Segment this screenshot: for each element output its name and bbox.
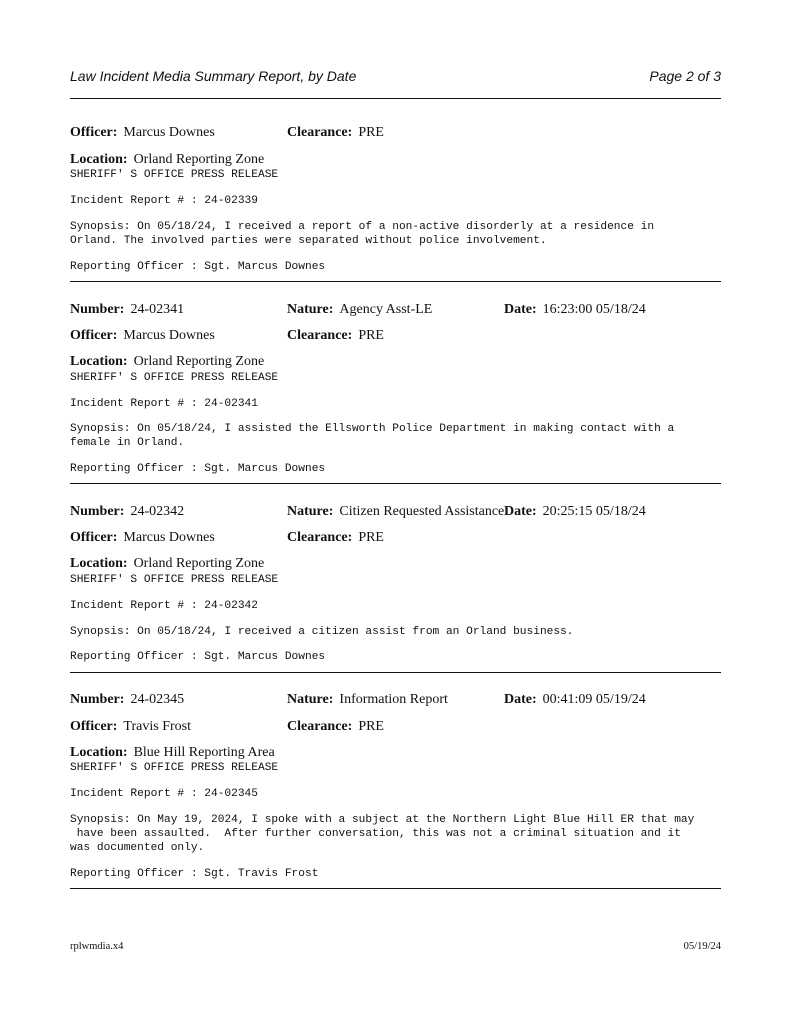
nature-value: Information Report: [339, 692, 448, 707]
synopsis-line: Synopsis: On 05/18/24, I received a report of a non-active disorderly at a residence in: [70, 221, 655, 233]
reporting-officer-line: Reporting Officer : Sgt. Marcus Downes: [70, 463, 326, 475]
clearance-value: PRE: [358, 125, 384, 140]
entry-separator: [70, 281, 721, 282]
page-number: Page 2 of 3: [649, 68, 721, 84]
clearance-value: PRE: [358, 530, 384, 545]
press-release-line: SHERIFF' S OFFICE PRESS RELEASE: [70, 169, 279, 181]
clearance-label: Clearance:: [287, 530, 353, 545]
incident-report-line: Incident Report # : 24-02339: [70, 195, 258, 207]
entry-separator: [70, 888, 721, 889]
synopsis-line: Synopsis: On 05/18/24, I received a citizen assist from an Orland business.: [70, 626, 574, 638]
date-label: Date:: [504, 692, 537, 707]
press-release-line: SHERIFF' S OFFICE PRESS RELEASE: [70, 762, 279, 774]
page-header: [70, 66, 721, 86]
clearance-label: Clearance:: [287, 125, 353, 140]
reporting-officer-line: Reporting Officer : Sgt. Marcus Downes: [70, 651, 326, 663]
officer-label: Officer:: [70, 530, 118, 545]
location-value: Orland Reporting Zone: [133, 354, 265, 369]
location-value: Orland Reporting Zone: [133, 152, 265, 167]
entry-separator: [70, 672, 721, 673]
reporting-officer-line: Reporting Officer : Sgt. Travis Frost: [70, 868, 319, 880]
number-label: Number:: [70, 504, 125, 519]
number-label: Number:: [70, 302, 125, 317]
report-title: Law Incident Media Summary Report, by Date: [70, 68, 357, 84]
officer-value: Marcus Downes: [123, 328, 215, 343]
nature-value: Agency Asst-LE: [339, 302, 433, 317]
date-value: 16:23:00 05/18/24: [542, 302, 646, 317]
clearance-value: PRE: [358, 719, 384, 734]
location-label: Location:: [70, 354, 128, 369]
header-rule: [70, 98, 721, 99]
footer-date: 05/19/24: [683, 941, 721, 952]
location-label: Location:: [70, 745, 128, 760]
clearance-value: PRE: [358, 328, 384, 343]
synopsis-line: have been assaulted. After further conversation, this was not a criminal situation and it: [70, 828, 681, 840]
number-value: 24-02345: [130, 692, 185, 707]
entry-separator: [70, 483, 721, 484]
incident-report-line: Incident Report # : 24-02342: [70, 600, 258, 612]
synopsis-line: female in Orland.: [70, 437, 185, 449]
synopsis-line: Orland. The involved parties were separated without police involvement.: [70, 235, 547, 247]
nature-label: Nature:: [287, 692, 334, 707]
synopsis-line: Synopsis: On 05/18/24, I assisted the Ellsworth Police Department in making contact with a: [70, 423, 675, 435]
nature-value: Citizen Requested Assistance: [339, 504, 505, 519]
officer-label: Officer:: [70, 328, 118, 343]
location-value: Blue Hill Reporting Area: [133, 745, 275, 760]
clearance-label: Clearance:: [287, 719, 353, 734]
press-release-line: SHERIFF' S OFFICE PRESS RELEASE: [70, 372, 279, 384]
footer-program-id: rplwmdia.x4: [70, 941, 124, 952]
officer-label: Officer:: [70, 125, 118, 140]
location-value: Orland Reporting Zone: [133, 556, 265, 571]
press-release-line: SHERIFF' S OFFICE PRESS RELEASE: [70, 574, 279, 586]
date-value: 20:25:15 05/18/24: [542, 504, 646, 519]
date-label: Date:: [504, 504, 537, 519]
date-label: Date:: [504, 302, 537, 317]
officer-value: Travis Frost: [123, 719, 191, 734]
clearance-label: Clearance:: [287, 328, 353, 343]
location-label: Location:: [70, 556, 128, 571]
officer-value: Marcus Downes: [123, 530, 215, 545]
nature-label: Nature:: [287, 302, 334, 317]
number-value: 24-02342: [130, 504, 185, 519]
nature-label: Nature:: [287, 504, 334, 519]
incident-report-line: Incident Report # : 24-02341: [70, 398, 258, 410]
synopsis-line: was documented only.: [70, 842, 205, 854]
date-value: 00:41:09 05/19/24: [542, 692, 646, 707]
reporting-officer-line: Reporting Officer : Sgt. Marcus Downes: [70, 261, 326, 273]
number-label: Number:: [70, 692, 125, 707]
location-label: Location:: [70, 152, 128, 167]
synopsis-line: Synopsis: On May 19, 2024, I spoke with a subject at the Northern Light Blue Hill ER that may: [70, 814, 695, 826]
number-value: 24-02341: [130, 302, 185, 317]
officer-label: Officer:: [70, 719, 118, 734]
officer-value: Marcus Downes: [123, 125, 215, 140]
incident-report-line: Incident Report # : 24-02345: [70, 788, 258, 800]
